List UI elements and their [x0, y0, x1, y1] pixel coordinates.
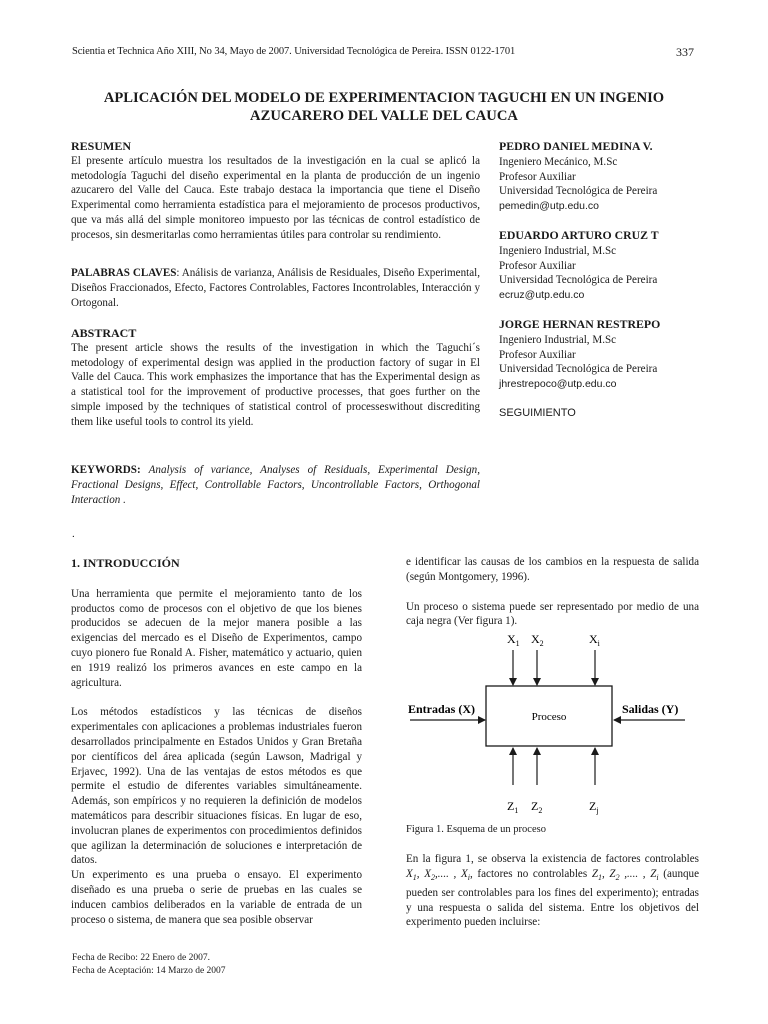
keywords-text: Analysis of variance, Analyses of Residuals, Experimental Design, Fractional Designs, Effect, Controllable Factors, Uncontrollable Factors, Orthogonal Interaction . — [71, 464, 480, 506]
process-diagram — [400, 628, 700, 824]
author-email[interactable]: jhrestrepoco@utp.edu.co — [499, 378, 617, 391]
intro-section — [71, 556, 362, 927]
math-z: $Z_1$, $Z_2$ ,.... , $Z_i$ — [591, 867, 659, 883]
paper-title — [60, 90, 708, 125]
right-paragraph-1: e identificar las causas de los cambios en la respuesta de salida (según Montgomery, 1996). — [406, 556, 699, 583]
title-line-1: APLICACIÓN DEL MODELO DE EXPERIMENTACION TAGUCHI EN UN INGENIO — [103, 90, 665, 106]
inputs-label: Entradas (X) — [408, 702, 476, 716]
process-diagram-svg — [400, 628, 700, 824]
author-position: Profesor Auxiliar — [499, 170, 576, 183]
right-p3-start: En la figura 1, se observa la existencia de factores controlables — [406, 853, 699, 865]
right-p3-end: (aunque pueden ser controlables para los fines del experimento); entradas y una respuesta o salida del sistema. Entre los objetivos del experimento pueden incluirse: — [406, 867, 700, 929]
keywords-section — [71, 463, 480, 507]
intro-paragraph-2: Los métodos estadísticos y las técnicas de diseños experimentales con aplicaciones a problemas industriales fueron desarrollados principalmente en Estados Unidos y Gran Bretaña por científicos del área aplicada (según Lawson, Madrigal y Erjavec, 1992). Una de las ventajas de estos métodos es que permite el estudio de diferentes variables simultáneamente. Además, son empíricos y no requieren la definición de modelos matemáticos para describir situaciones físicas. En lugar de eso, involucran planes de experimentos con procedimientos definidos que agilizan la determinación de soluciones e interpretación de datos. — [71, 706, 362, 867]
author-name: PEDRO DANIEL MEDINA V. — [499, 139, 653, 153]
intro-paragraph-1: Una herramienta que permite el mejoramiento tanto de los productos como de procesos con el objetivo de que los bienes producidos se adecuen de la mejor manera posible a las exigencias del mercado es el Diseño de Experimentos, campo cuyo pionero fue Ronald A. Fisher, matemático y actuario, quien en 1919 realizó los primeros avances en este campo en la agricultura. — [71, 587, 362, 689]
author-3 — [499, 317, 699, 392]
factor-z2-label: $Z_2$ — [531, 799, 543, 815]
right-column-top — [406, 555, 699, 629]
author-2 — [499, 228, 699, 303]
right-p3-mid: , factores no controlables — [469, 867, 592, 880]
abstract-heading: ABSTRACT — [71, 326, 137, 340]
author-degree: Ingeniero Mecánico, M.Sc — [499, 155, 618, 168]
page-number: 337 — [676, 45, 694, 59]
journal-header: Scientia et Technica Año XIII, No 34, Mayo de 2007. Universidad Tecnológica de Pereira. ISSN 0122-1701 — [72, 46, 516, 57]
keywords-label: KEYWORDS: — [71, 464, 141, 476]
abstract-text: The present article shows the results of the investigation in which the Taguchi´s metodology of experimental design was applied in the production factory of sugar in El Valle del Cauca. This work emphasizes the importance that has the Experimental design as a statistical tool for the improvement of productive processes, that goes further on the simple imposed by the techniques of statistical control of processeswithout discrediting them like useful tools to control its yield. — [71, 341, 480, 428]
author-email[interactable]: pemedin@utp.edu.co — [499, 200, 599, 213]
palabras-claves-label: PALABRAS CLAVES — [71, 267, 177, 279]
authors-block — [499, 139, 699, 421]
author-degree: Ingeniero Industrial, M.Sc — [499, 333, 617, 346]
intro-paragraph-3: Un experimento es una prueba o ensayo. El experimento diseñado es una prueba o serie de pruebas en las cuales se inducen cambios deliberados en la variable de entrada de un proceso o sistema, de manera que sea posible observar — [71, 869, 362, 926]
author-position: Profesor Auxiliar — [499, 348, 576, 361]
resumen-text: El presente artículo muestra los resultados de la investigación en la cual se aplicó la metodología Taguchi del diseño experimental en la planta de producción de un ingenio azucarero del Valle del Cauca. Este trabajo destaca la importancia que tiene el Diseño Experimental como herramienta estadística para el mejoramiento de procesos productivos, que va más allá del simple monitoreo impuesto por las técnicas de control estadístico de procesos, sin desmeritarlas como herramientas útiles para controlar su rendimiento. — [71, 154, 480, 241]
factor-zj-label: $Z_j$ — [589, 799, 599, 815]
seguimiento-label: SEGUIMIENTO — [499, 406, 576, 419]
abstract-section — [71, 326, 480, 430]
author-name: JORGE HERNAN RESTREPO — [499, 316, 661, 331]
resumen-section — [71, 139, 480, 243]
intro-heading: 1. INTRODUCCIÓN — [71, 556, 180, 570]
right-paragraph-2: Un proceso o sistema puede ser representado por medio de una caja negra (Ver figura 1). — [406, 600, 699, 628]
footnote-recibo: Fecha de Recibo: 22 Enero de 2007. — [72, 953, 210, 963]
right-paragraph-3 — [406, 852, 699, 930]
palabras-claves-text: : Análisis de varianza, Análisis de Residuales, Diseño Experimental, Diseños Fraccionados, Efecto, Factores Controlables, Factores Incontrolables, Interacción y Ortogonal. — [71, 267, 480, 309]
outputs-label: Salidas (Y) — [622, 702, 679, 716]
author-university: Universidad Tecnológica de Pereira — [499, 185, 658, 198]
stray-mark: . — [72, 528, 75, 540]
figure-caption: Figura 1. Esquema de un proceso — [406, 824, 546, 835]
resumen-heading: RESUMEN — [71, 139, 132, 153]
author-1 — [499, 139, 699, 214]
palabras-claves-section — [71, 266, 480, 310]
factor-x2-label: $X_2$ — [531, 632, 544, 648]
title-line-2: AZUCARERO DEL VALLE DEL CAUCA — [250, 107, 518, 124]
factor-x1-label: $X_1$ — [507, 632, 520, 648]
process-label: Proceso — [531, 711, 567, 723]
author-name: EDUARDO ARTURO CRUZ T — [499, 227, 659, 242]
math-x: $X_1$, $X_2$,.... , $X_i$ — [406, 867, 470, 883]
author-position: Profesor Auxiliar — [499, 259, 576, 272]
author-university: Universidad Tecnológica de Pereira — [499, 274, 658, 287]
factor-xi-label: $X_i$ — [589, 632, 600, 648]
author-degree: Ingeniero Industrial, M.Sc — [499, 244, 617, 257]
author-email[interactable]: ecruz@utp.edu.co — [499, 289, 585, 302]
footnote-aceptacion: Fecha de Aceptación: 14 Marzo de 2007 — [72, 965, 226, 976]
footnotes — [72, 952, 226, 977]
author-university: Universidad Tecnológica de Pereira — [499, 363, 658, 376]
factor-z1-label: $Z_1$ — [507, 799, 519, 815]
